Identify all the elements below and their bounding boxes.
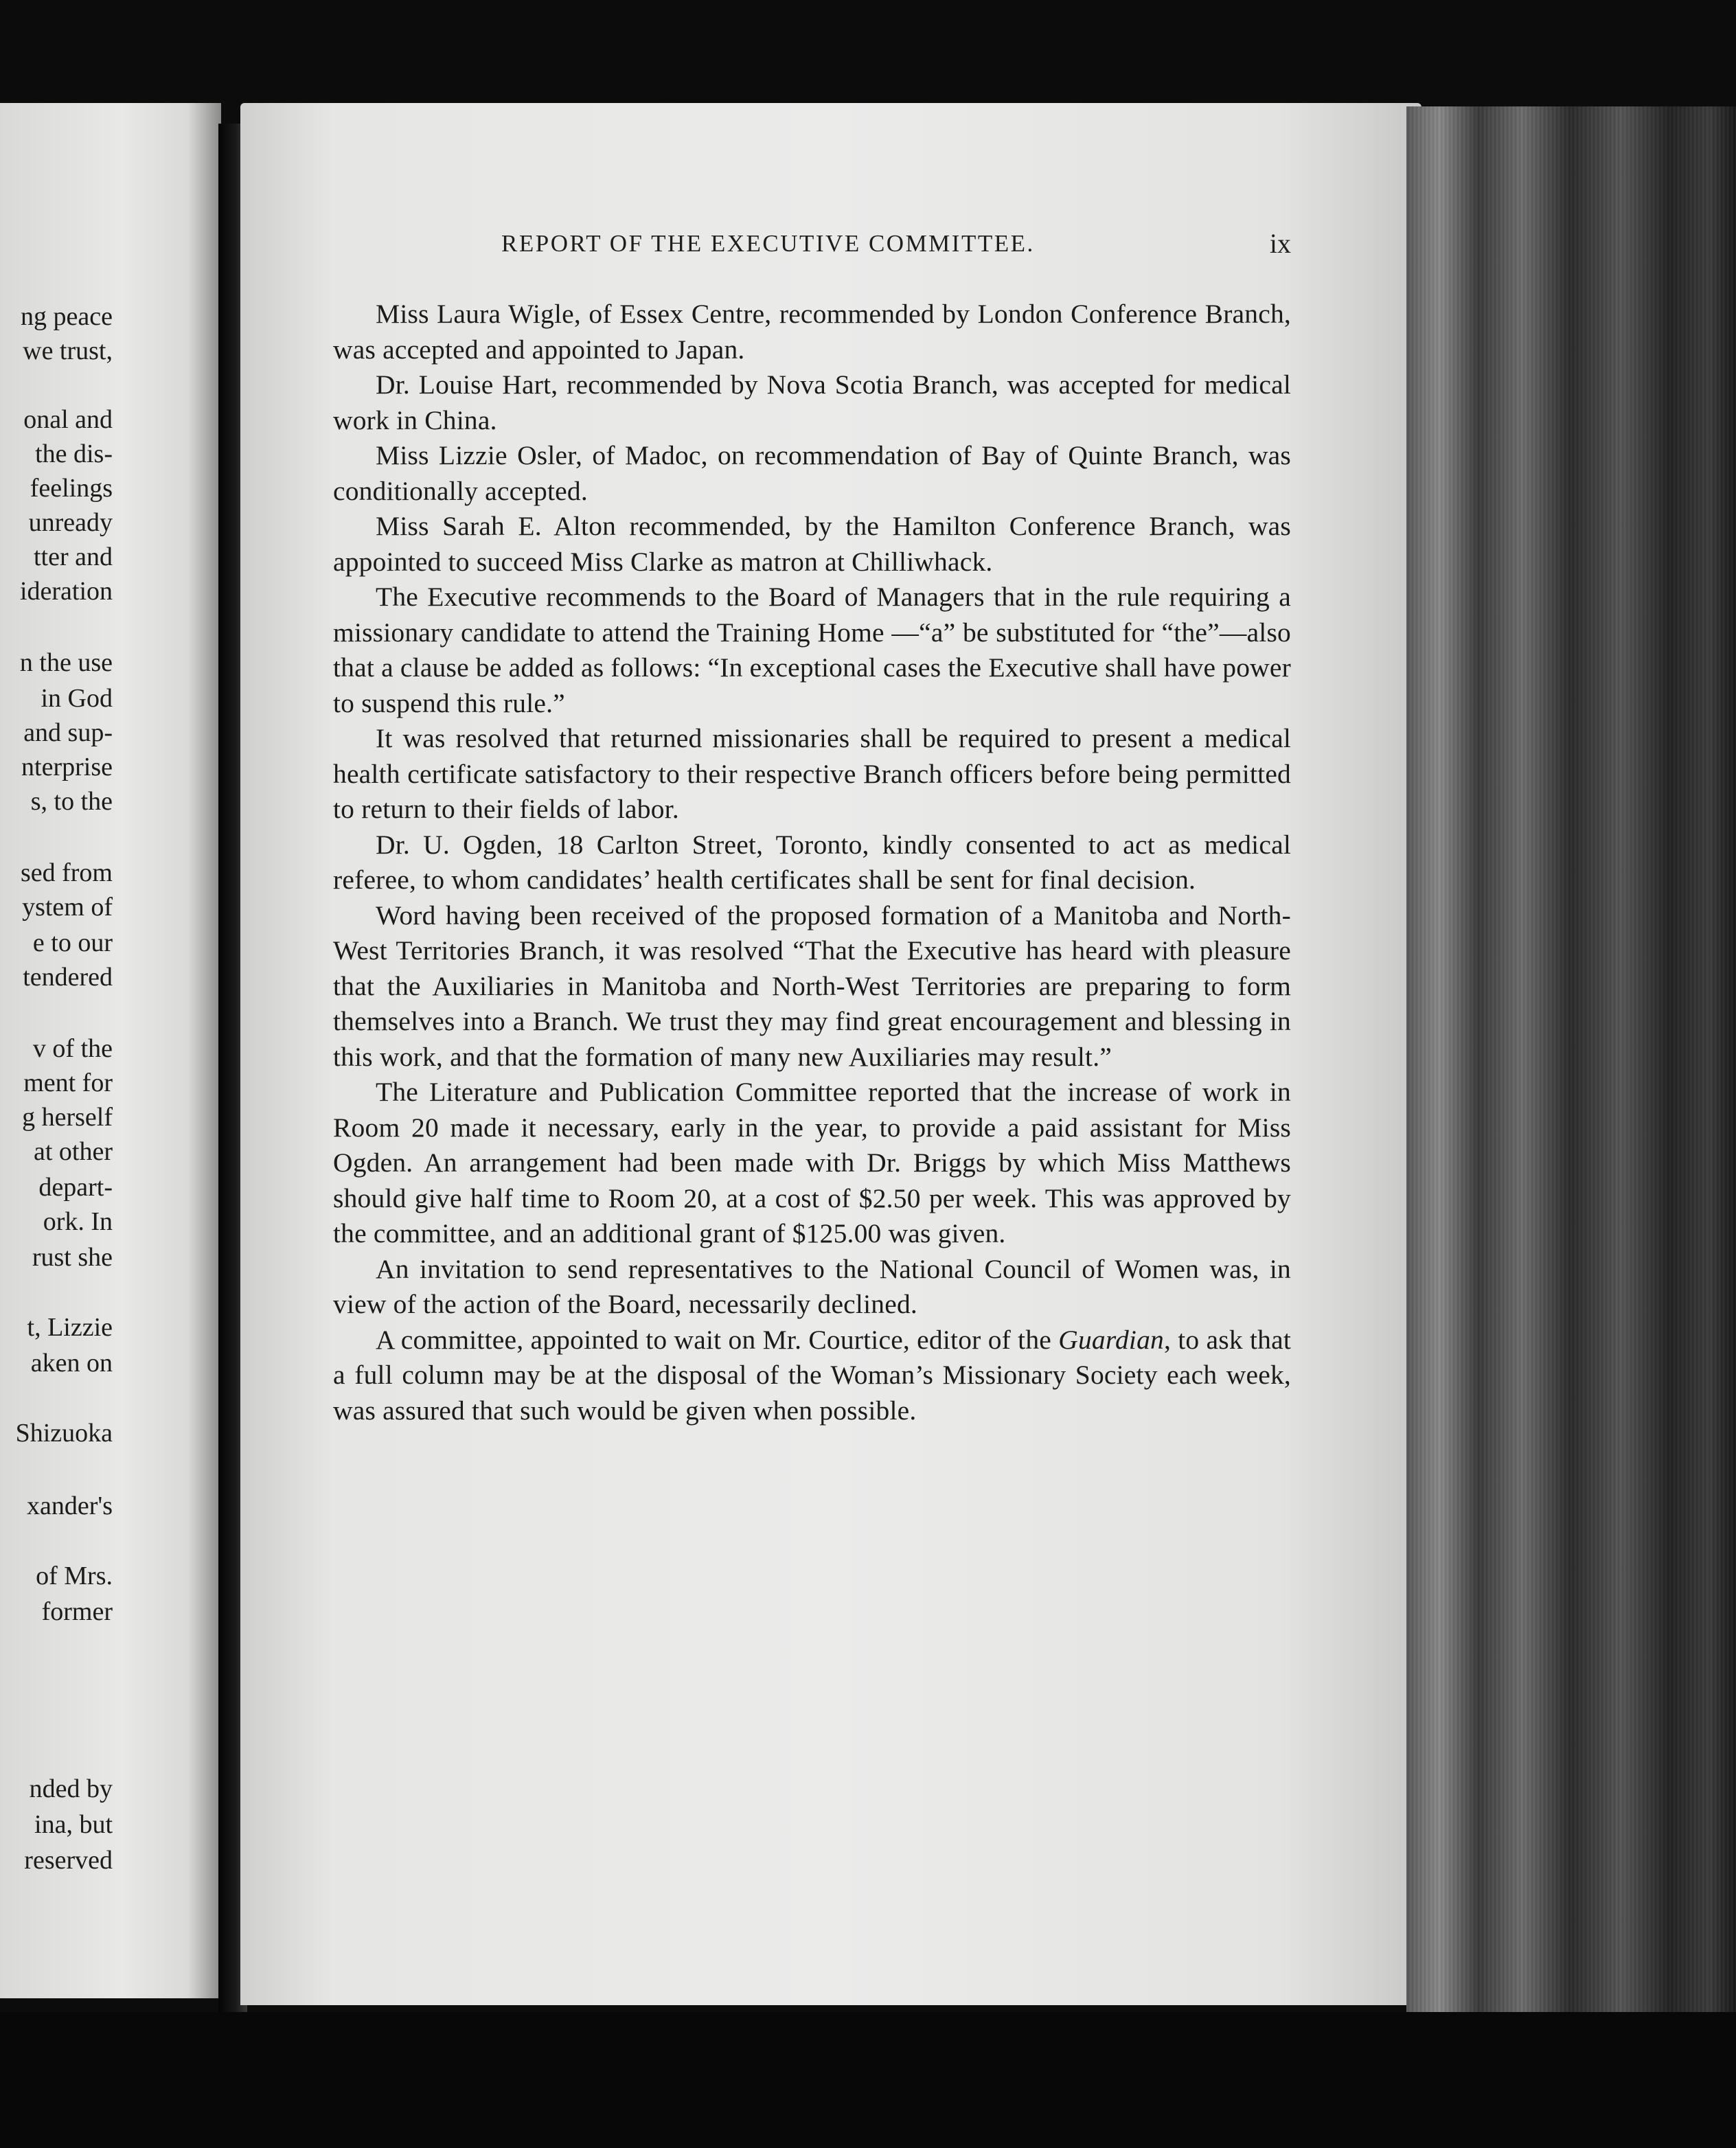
paragraph: Miss Lizzie Osler, of Madoc, on recommendation of Bay of Quinte Branch, was conditionally accepted. bbox=[333, 440, 1291, 506]
paragraph: It was resolved that returned missionaries shall be required to present a medical health certificate satisfactory to their respective Branch officers before being permitted to return to their fields of labor. bbox=[333, 723, 1291, 824]
left-page-line: tendered bbox=[23, 963, 113, 992]
left-page-line: ork. In bbox=[43, 1207, 113, 1236]
left-page-line: t, Lizzie bbox=[27, 1313, 113, 1342]
left-page-line: former bbox=[41, 1597, 113, 1626]
left-page-line: ystem of bbox=[22, 893, 113, 922]
book-page-edges bbox=[1406, 106, 1736, 2029]
left-page-line: nded by bbox=[29, 1774, 113, 1803]
paragraph: Dr. U. Ogden, 18 Carlton Street, Toronto, kindly consented to act as medical referee, to whom candidates’ health certificates shall be sent for final decision. bbox=[333, 829, 1291, 895]
left-page-line: e to our bbox=[32, 928, 113, 957]
left-page-line: of Mrs. bbox=[36, 1562, 113, 1590]
paragraph: Word having been received of the proposed formation of a Manitoba and North-West Territories Branch, it was resolved “That the Executive has heard with pleasure that the Auxiliaries in Manitoba and North-West Territories are preparing to form themselves into a Branch. We trust they may find great encouragement and blessing in this work, and that the formation of many new Auxiliaries may result.” bbox=[333, 900, 1291, 1072]
paragraph-last bbox=[333, 1323, 1291, 1429]
left-page-line: ideration bbox=[19, 577, 113, 606]
left-page-line: at other bbox=[33, 1137, 113, 1166]
paragraph: Dr. Louise Hart, recommended by Nova Scotia Branch, was accepted for medical work in China. bbox=[333, 369, 1291, 435]
left-page-line: rust she bbox=[32, 1243, 113, 1272]
paragraph: The Literature and Publication Committee reported that the increase of work in Room 20 made it necessary, early in the year, to provide a paid assistant for Miss Ogden. An arrangement had been made with Dr. Briggs by which Miss Matthews should give half time to Room 20, at a cost of $2.50 per week. This was approved by the committee, and an additional grant of $125.00 was given. bbox=[333, 1077, 1291, 1248]
bottom-shadow bbox=[0, 2012, 1736, 2148]
page-header bbox=[501, 230, 1291, 264]
paragraph: Miss Laura Wigle, of Essex Centre, recommended by London Conference Branch, was accepted and appointed to Japan. bbox=[333, 299, 1291, 365]
paragraph-text: A committee, appointed to wait on Mr. Courtice, editor of the bbox=[376, 1324, 1059, 1355]
paragraph: Miss Sarah E. Alton recommended, by the Hamilton Conference Branch, was appointed to succeed Miss Clarke as matron at Chilliwhack. bbox=[333, 511, 1291, 577]
paragraph-text: , to ask that a full column may be at the disposal of the Woman’s Missionary Society each week, was assured that such would be given when possible. bbox=[333, 1324, 1291, 1426]
left-page-line: reserved bbox=[24, 1846, 113, 1875]
left-page-line: unready bbox=[28, 508, 113, 537]
left-page-line: onal and bbox=[23, 405, 113, 434]
left-page-line: g herself bbox=[22, 1103, 113, 1132]
running-head: REPORT OF THE EXECUTIVE COMMITTEE. bbox=[501, 230, 1035, 257]
left-page-line: and sup- bbox=[23, 718, 113, 747]
left-page-line: s, to the bbox=[30, 787, 113, 816]
left-page-line: ng peace bbox=[21, 302, 113, 331]
body-text bbox=[333, 297, 1291, 1428]
left-page-line: tter and bbox=[33, 542, 113, 571]
left-page-line: aken on bbox=[30, 1349, 113, 1378]
left-page-line: the dis- bbox=[35, 439, 113, 468]
left-page-line: ment for bbox=[23, 1069, 113, 1097]
left-page-fragment bbox=[0, 103, 221, 1998]
left-page-line: we trust, bbox=[23, 336, 113, 365]
left-page-line: feelings bbox=[30, 474, 113, 503]
left-page-line: depart- bbox=[38, 1173, 113, 1202]
left-page-line: Shizuoka bbox=[15, 1419, 113, 1448]
left-page-line: xander's bbox=[26, 1492, 113, 1520]
left-page-line: nterprise bbox=[21, 753, 113, 781]
left-page-line: v of the bbox=[32, 1034, 113, 1063]
left-page-line: n the use bbox=[19, 648, 113, 677]
left-page-line: sed from bbox=[20, 858, 113, 887]
left-page-line: in God bbox=[41, 684, 113, 713]
page-number: ix bbox=[1269, 228, 1291, 259]
paragraph: An invitation to send representatives to the National Council of Women was, in view of the action of the Board, necessarily declined. bbox=[333, 1253, 1291, 1319]
newspaper-title: Guardian bbox=[1058, 1324, 1164, 1355]
paragraph: The Executive recommends to the Board of Managers that in the rule requiring a missionary candidate to attend the Training Home —“a” be substituted for “the”—also that a clause be added as follows: “In exceptional cases the Executive shall have power to suspend this rule.” bbox=[333, 582, 1291, 718]
left-page-line: ina, but bbox=[34, 1810, 113, 1839]
